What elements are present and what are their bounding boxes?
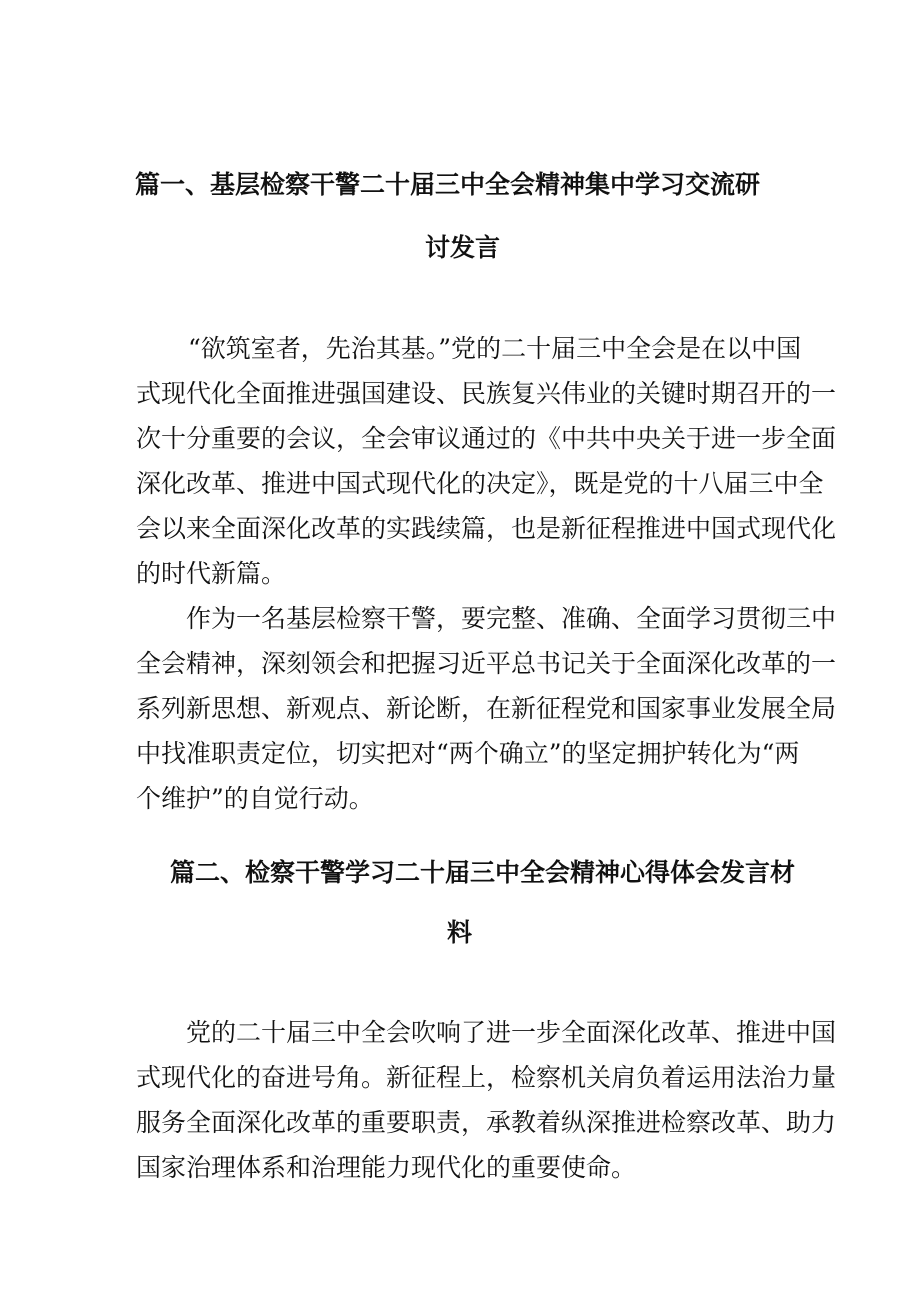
section1-para2-line: 作为一名基层检察干警，要完整、准确、全面学习贯彻三中 <box>186 604 837 633</box>
section2-para1-line: 党的二十届三中全会吹响了进一步全面深化改革、推进中国 <box>186 1018 837 1047</box>
section1-para1-line: “欲筑室者，先治其基。”党的二十届三中全会是在以中国 <box>188 334 802 363</box>
section1-para1-line: 式现代化全面推进强国建设、民族复兴伟业的关键时期召开的一 <box>136 379 837 408</box>
section2-para1-line: 国家治理体系和治理能力现代化的重要使命。 <box>136 1153 637 1182</box>
section1-para2-line: 个维护”的自觉行动。 <box>136 784 374 813</box>
section1-title-line2: 讨发言 <box>425 233 501 262</box>
section1-para1-line: 深化改革、推进中国式现代化的决定》，既是党的十八届三中全 <box>136 469 824 498</box>
section1-para1-line: 次十分重要的会议，全会审议通过的《中共中央关于进一步全面 <box>136 424 837 453</box>
section2-title-line2: 料 <box>447 918 473 947</box>
section1-para2-line: 中找准职责定位，切实把对“两个确立”的坚定拥护转化为“两 <box>136 739 800 768</box>
section2-title-line1: 篇二、检察干警学习二十届三中全会精神心得体会发言材 <box>170 858 796 887</box>
section1-title-line1: 篇一、基层检察干警二十届三中全会精神集中学习交流研 <box>135 170 761 199</box>
section1-para2-line: 系列新思想、新观点、新论断，在新征程党和国家事业发展全局 <box>136 694 837 723</box>
section2-para1-line: 式现代化的奋进号角。新征程上，检察机关肩负着运用法治力量 <box>136 1063 837 1092</box>
section1-para2-line: 全会精神，深刻领会和把握习近平总书记关于全面深化改革的一 <box>136 649 837 678</box>
section1-para1-line: 会以来全面深化改革的实践续篇，也是新征程推进中国式现代化 <box>136 514 837 543</box>
section1-para1-line: 的时代新篇。 <box>136 559 287 588</box>
section2-para1-line: 服务全面深化改革的重要职责，承教着纵深推进检察改革、助力 <box>136 1108 837 1137</box>
